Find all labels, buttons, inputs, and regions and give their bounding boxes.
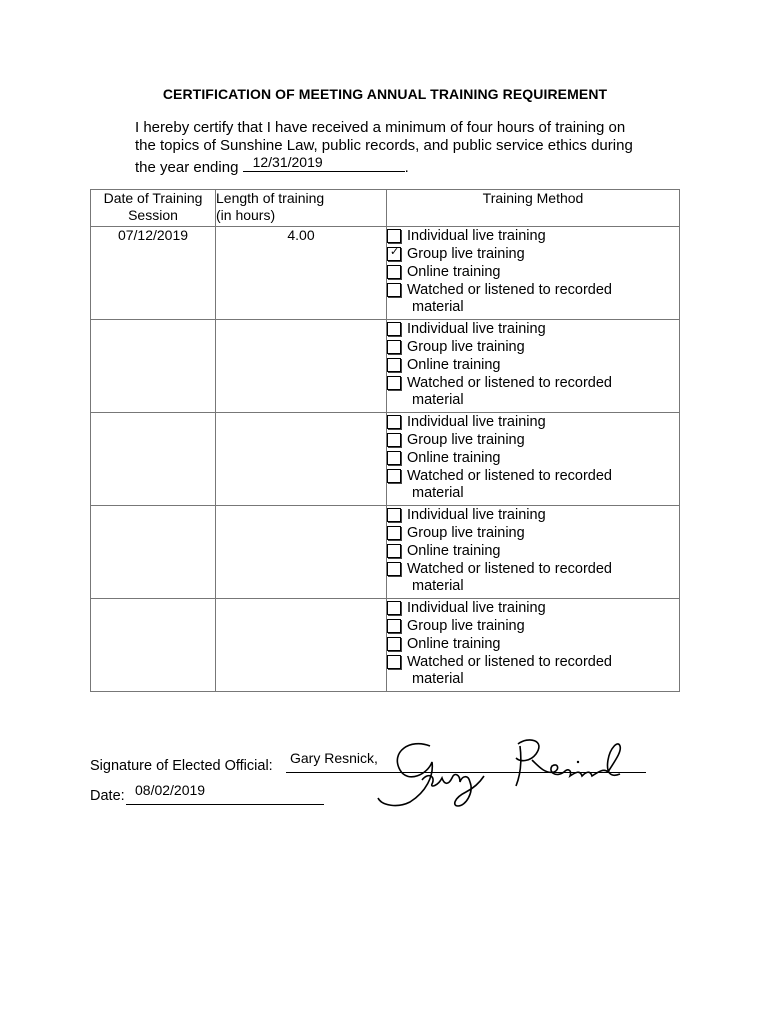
method-option[interactable] bbox=[387, 560, 679, 578]
checkbox[interactable] bbox=[387, 469, 401, 483]
training-method-cell bbox=[387, 320, 680, 413]
table-row bbox=[91, 413, 680, 506]
document-title: CERTIFICATION OF MEETING ANNUAL TRAINING REQUIREMENT bbox=[162, 86, 608, 102]
checkbox[interactable] bbox=[387, 601, 401, 615]
method-option-label: Individual live training bbox=[407, 228, 546, 244]
training-length-cell[interactable] bbox=[216, 413, 387, 506]
intro-line-3 bbox=[135, 155, 675, 177]
method-option[interactable] bbox=[387, 374, 679, 392]
signature-date: 08/02/2019 bbox=[135, 782, 206, 798]
method-option-label: Watched or listened to recorded bbox=[407, 561, 612, 577]
table-row bbox=[91, 320, 680, 413]
method-option-label: Watched or listened to recorded bbox=[407, 468, 612, 484]
year-ending-field[interactable] bbox=[243, 155, 405, 172]
signature-label: Signature of Elected Official: bbox=[90, 758, 273, 774]
training-log-table bbox=[90, 189, 680, 692]
method-option[interactable] bbox=[387, 524, 679, 542]
method-option[interactable] bbox=[387, 227, 679, 245]
checkbox[interactable] bbox=[387, 562, 401, 576]
checkbox[interactable] bbox=[387, 508, 401, 522]
intro-line-3-suffix: . bbox=[404, 159, 409, 176]
method-option-label: Group live training bbox=[407, 432, 525, 448]
method-option-label: Online training bbox=[407, 264, 501, 280]
method-option-label-continued: material bbox=[412, 671, 464, 687]
training-method-cell bbox=[387, 506, 680, 599]
method-option[interactable] bbox=[387, 320, 679, 338]
method-option-label: Group live training bbox=[407, 246, 525, 262]
method-option[interactable] bbox=[387, 245, 679, 263]
training-method-cell bbox=[387, 413, 680, 506]
table-row bbox=[91, 599, 680, 692]
training-length-cell[interactable] bbox=[216, 506, 387, 599]
method-option-label: Online training bbox=[407, 357, 501, 373]
handwritten-signature bbox=[370, 732, 635, 812]
method-option-label: Watched or listened to recorded bbox=[407, 654, 612, 670]
header-date-line-1: Date of Training bbox=[103, 190, 203, 206]
checkbox[interactable] bbox=[387, 415, 401, 429]
header-length-line-2: (in hours) bbox=[216, 207, 276, 223]
method-option-label-continued: material bbox=[412, 578, 464, 594]
certification-statement bbox=[135, 119, 675, 177]
header-method: Training Method bbox=[387, 190, 680, 227]
header-date bbox=[91, 190, 216, 227]
intro-line-3-prefix: the year ending bbox=[135, 159, 239, 176]
method-option-label-continued: material bbox=[412, 299, 464, 315]
method-option[interactable] bbox=[387, 356, 679, 374]
method-option[interactable] bbox=[387, 542, 679, 560]
checkbox[interactable] bbox=[387, 433, 401, 447]
table-row bbox=[91, 506, 680, 599]
checkbox[interactable] bbox=[387, 619, 401, 633]
method-option[interactable] bbox=[387, 653, 679, 671]
checkbox[interactable] bbox=[387, 283, 401, 297]
method-option-label: Group live training bbox=[407, 339, 525, 355]
training-date-cell[interactable] bbox=[91, 413, 216, 506]
training-method-cell bbox=[387, 227, 680, 320]
method-option[interactable] bbox=[387, 635, 679, 653]
checkbox[interactable] bbox=[387, 376, 401, 390]
table-row bbox=[91, 227, 680, 320]
method-option-label: Online training bbox=[407, 450, 501, 466]
header-length bbox=[216, 190, 387, 227]
method-option[interactable] bbox=[387, 281, 679, 299]
training-length-cell[interactable] bbox=[216, 320, 387, 413]
checkbox[interactable] bbox=[387, 340, 401, 354]
method-option-label-continued: material bbox=[412, 485, 464, 501]
checkbox[interactable] bbox=[387, 229, 401, 243]
method-option-label: Individual live training bbox=[407, 321, 546, 337]
method-option[interactable] bbox=[387, 338, 679, 356]
training-length-cell[interactable]: 4.00 bbox=[216, 227, 387, 320]
header-date-line-2: Session bbox=[128, 207, 178, 223]
signature-typed-name: Gary Resnick, bbox=[290, 750, 378, 766]
training-date-cell[interactable]: 07/12/2019 bbox=[91, 227, 216, 320]
checkbox[interactable] bbox=[387, 544, 401, 558]
date-line[interactable] bbox=[126, 804, 324, 805]
method-option[interactable] bbox=[387, 263, 679, 281]
method-option[interactable] bbox=[387, 467, 679, 485]
method-option-label: Group live training bbox=[407, 618, 525, 634]
training-length-cell[interactable] bbox=[216, 599, 387, 692]
method-option-label: Online training bbox=[407, 543, 501, 559]
training-date-cell[interactable] bbox=[91, 506, 216, 599]
method-option[interactable] bbox=[387, 413, 679, 431]
training-date-cell[interactable] bbox=[91, 320, 216, 413]
checkbox[interactable] bbox=[387, 265, 401, 279]
method-option[interactable] bbox=[387, 431, 679, 449]
method-option-label: Individual live training bbox=[407, 507, 546, 523]
checkbox[interactable] bbox=[387, 358, 401, 372]
method-option-label: Individual live training bbox=[407, 600, 546, 616]
method-option[interactable] bbox=[387, 617, 679, 635]
method-option-label-continued: material bbox=[412, 392, 464, 408]
method-option[interactable] bbox=[387, 506, 679, 524]
table-header-row bbox=[91, 190, 680, 227]
method-option-label: Individual live training bbox=[407, 414, 546, 430]
method-option-label: Online training bbox=[407, 636, 501, 652]
checkbox[interactable] bbox=[387, 451, 401, 465]
training-method-cell bbox=[387, 599, 680, 692]
method-option-label: Watched or listened to recorded bbox=[407, 282, 612, 298]
method-option-label: Watched or listened to recorded bbox=[407, 375, 612, 391]
intro-line-1: I hereby certify that I have received a minimum of four hours of training on bbox=[135, 119, 626, 136]
checked-checkbox[interactable] bbox=[387, 247, 401, 261]
method-option[interactable] bbox=[387, 449, 679, 467]
method-option-label: Group live training bbox=[407, 525, 525, 541]
checkbox[interactable] bbox=[387, 655, 401, 669]
training-date-cell[interactable] bbox=[91, 599, 216, 692]
intro-line-2: the topics of Sunshine Law, public records, and public service ethics during bbox=[135, 137, 633, 154]
year-ending-value: 12/31/2019 bbox=[252, 154, 323, 170]
date-label: Date: bbox=[90, 788, 125, 804]
checkbox[interactable] bbox=[387, 637, 401, 651]
method-option[interactable] bbox=[387, 599, 679, 617]
checkbox[interactable] bbox=[387, 322, 401, 336]
header-length-line-1: Length of training bbox=[216, 190, 325, 206]
checkbox[interactable] bbox=[387, 526, 401, 540]
